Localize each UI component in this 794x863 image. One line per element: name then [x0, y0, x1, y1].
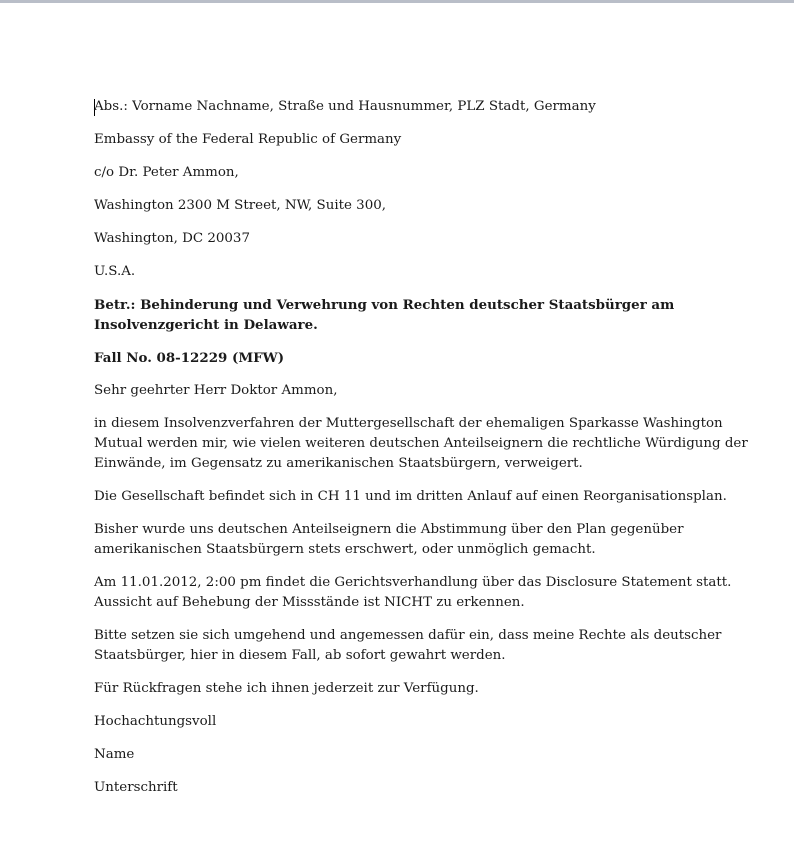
- paragraph-5-line-1: Bitte setzen sie sich umgehend und angemessen dafür ein, dass meine Rechte als deutscher: [94, 628, 722, 643]
- paragraph-3-line-2: amerikanischen Staatsbürgern stets erschwert, oder unmöglich gemacht.: [94, 542, 596, 557]
- recipient-line-2: c/o Dr. Peter Ammon,: [94, 165, 239, 180]
- paragraph-5-line-2: Staatsbürger, hier in diesem Fall, ab sofort gewahrt werden.: [94, 648, 506, 663]
- paragraph-4-line-1: Am 11.01.2012, 2:00 pm findet die Gerichtsverhandlung über das Disclosure Statement statt.: [94, 575, 732, 590]
- paragraph-1-line-3: Einwände, im Gegensatz zu amerikanischen Staatsbürgern, verweigert.: [94, 456, 583, 471]
- recipient-line-5: U.S.A.: [94, 264, 136, 279]
- sender-line: Abs.: Vorname Nachname, Straße und Hausnummer, PLZ Stadt, Germany: [94, 99, 596, 114]
- salutation: Sehr geehrter Herr Doktor Ammon,: [94, 383, 338, 398]
- case-number: Fall No. 08-12229 (MFW): [94, 350, 285, 366]
- subject-line-2: Insolvenzgericht in Delaware.: [94, 317, 318, 333]
- paragraph-1-line-2: Mutual werden mir, wie vielen weiteren deutschen Anteilseignern die rechtliche Würdigung der: [94, 436, 748, 451]
- recipient-line-4: Washington, DC 20037: [94, 231, 250, 246]
- subject-line-1: Betr.: Behinderung und Verwehrung von Rechten deutscher Staatsbürger am: [94, 297, 675, 313]
- paragraph-4-line-2: Aussicht auf Behebung der Missstände ist NICHT zu erkennen.: [94, 595, 525, 610]
- paragraph-3-line-1: Bisher wurde uns deutschen Anteilseignern die Abstimmung über den Plan gegenüber: [94, 522, 684, 537]
- paragraph-2-line-1: Die Gesellschaft befindet sich in CH 11 und im dritten Anlauf auf einen Reorganisationsplan.: [94, 489, 727, 504]
- recipient-line-1: Embassy of the Federal Republic of Germany: [94, 132, 402, 147]
- paragraph-1-line-1: in diesem Insolvenzverfahren der Muttergesellschaft der ehemaligen Sparkasse Washington: [94, 416, 723, 431]
- document-page[interactable]: [0, 3, 794, 863]
- paragraph-6-line-1: Für Rückfragen stehe ich ihnen jederzeit zur Verfügung.: [94, 681, 479, 696]
- sender-name: Name: [94, 747, 135, 762]
- recipient-line-3: Washington 2300 M Street, NW, Suite 300,: [94, 198, 386, 213]
- signature-line: Unterschrift: [94, 780, 178, 795]
- closing: Hochachtungsvoll: [94, 714, 217, 729]
